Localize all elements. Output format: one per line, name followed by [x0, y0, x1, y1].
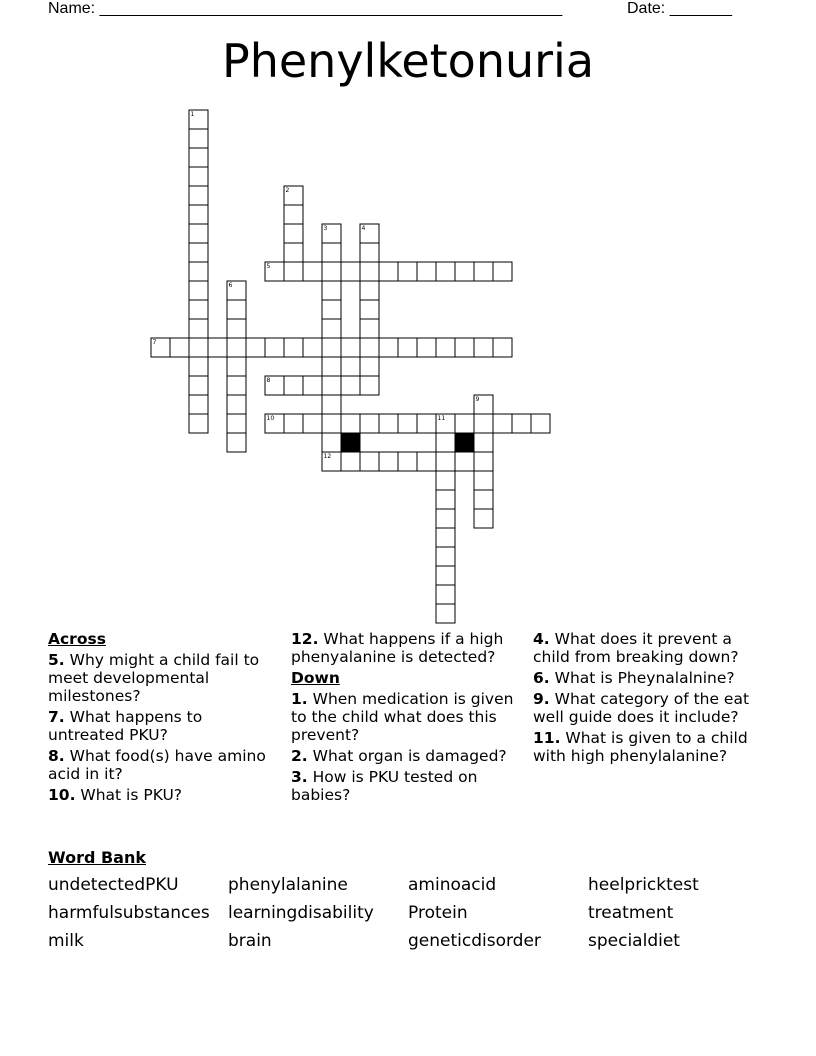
crossword-cell[interactable] [189, 224, 208, 243]
crossword-cell[interactable] [189, 148, 208, 167]
crossword-cell[interactable] [360, 300, 379, 319]
crossword-cell[interactable] [227, 319, 246, 338]
clues-column-2 [291, 630, 523, 807]
crossword-cell[interactable] [284, 338, 303, 357]
clue-down-3: 3. How is PKU tested on babies? [291, 768, 478, 804]
crossword-cell[interactable] [436, 471, 455, 490]
crossword-number: 1 [190, 111, 195, 118]
crossword-cell[interactable] [265, 338, 284, 357]
name-field[interactable]: Name: ____________________________________________________ [48, 0, 563, 17]
crossword-cell[interactable] [360, 338, 379, 357]
crossword-cell[interactable] [208, 338, 227, 357]
crossword-cell[interactable] [322, 281, 341, 300]
crossword-cell[interactable] [189, 338, 208, 357]
crossword-number: 8 [266, 377, 271, 384]
crossword-number: 9 [475, 396, 480, 403]
crossword-cell[interactable] [227, 414, 246, 433]
crossword-cell[interactable] [379, 262, 398, 281]
crossword-cell[interactable] [360, 376, 379, 395]
crossword-cell[interactable] [227, 300, 246, 319]
crossword-cell[interactable] [417, 414, 436, 433]
crossword-cell[interactable] [246, 338, 265, 357]
clue-across-10: 10. What is PKU? [48, 786, 183, 804]
crossword-cell[interactable] [474, 414, 493, 433]
crossword-cell[interactable] [455, 338, 474, 357]
clue-down-9: 9. What category of the eat well guide does it include? [533, 690, 750, 726]
page-title: Phenylketonuria [221, 34, 595, 88]
crossword-cell[interactable] [436, 452, 455, 471]
crossword-number: 3 [323, 225, 328, 232]
word-bank-title: Word Bank [48, 848, 147, 867]
crossword-cell[interactable] [493, 338, 512, 357]
crossword-block [341, 433, 360, 452]
crossword-cell[interactable] [303, 414, 322, 433]
date-field[interactable]: Date: _______ [627, 0, 732, 17]
crossword-cell[interactable] [417, 262, 436, 281]
crossword-cell[interactable] [474, 338, 493, 357]
crossword-cell[interactable] [189, 262, 208, 281]
crossword-cell[interactable] [189, 357, 208, 376]
crossword-cell[interactable] [303, 262, 322, 281]
crossword-cell[interactable] [322, 433, 341, 452]
crossword-cell[interactable] [303, 338, 322, 357]
crossword-cell[interactable] [322, 262, 341, 281]
crossword-cell[interactable] [227, 376, 246, 395]
clue-down-6: 6. What is Pheynalalnine? [533, 669, 735, 687]
crossword-cell[interactable] [227, 395, 246, 414]
down-heading: Down [291, 669, 340, 687]
word-bank-item: treatment [588, 903, 674, 923]
crossword-cell[interactable] [455, 262, 474, 281]
crossword-cell[interactable] [474, 433, 493, 452]
crossword-cell[interactable] [227, 357, 246, 376]
word-bank-item: milk [48, 931, 84, 951]
crossword-number: 11 [437, 415, 446, 422]
crossword-cell[interactable] [284, 414, 303, 433]
crossword-cell[interactable] [436, 509, 455, 528]
clue-across-5: 5. Why might a child fail to meet developmental milestones? [48, 651, 260, 705]
crossword-cell[interactable] [322, 395, 341, 414]
crossword-cell[interactable] [398, 452, 417, 471]
crossword-cell[interactable] [341, 338, 360, 357]
crossword-cell[interactable] [227, 433, 246, 452]
crossword-cell[interactable] [436, 433, 455, 452]
crossword-cell[interactable] [379, 452, 398, 471]
crossword-cell[interactable] [303, 376, 322, 395]
word-bank-item: heelpricktest [588, 875, 699, 895]
word-bank-item: phenylalanine [228, 875, 348, 895]
crossword-cell[interactable] [322, 414, 341, 433]
word-bank-item: brain [228, 931, 272, 951]
crossword-cell[interactable] [360, 319, 379, 338]
crossword-cell[interactable] [360, 414, 379, 433]
crossword-cell[interactable] [436, 547, 455, 566]
crossword-cell[interactable] [436, 566, 455, 585]
crossword-number: 7 [152, 339, 157, 346]
crossword-cell[interactable] [341, 262, 360, 281]
crossword-cell[interactable] [455, 452, 474, 471]
crossword-cell[interactable] [322, 357, 341, 376]
crossword-cell[interactable] [493, 414, 512, 433]
crossword-cell[interactable] [360, 262, 379, 281]
crossword-cell[interactable] [189, 376, 208, 395]
word-bank-item: geneticdisorder [408, 931, 541, 951]
clue-down-11: 11. What is given to a child with high phenylalanine? [533, 729, 748, 765]
crossword-number: 12 [323, 453, 332, 460]
clue-across-12: 12. What happens if a high phenyalanine is detected? [291, 630, 504, 666]
word-bank-item: harmfulsubstances [48, 903, 210, 923]
crossword-cell[interactable] [360, 243, 379, 262]
crossword-cell[interactable] [341, 452, 360, 471]
crossword-cell[interactable] [189, 395, 208, 414]
crossword-cell[interactable] [322, 338, 341, 357]
crossword-cell[interactable] [189, 243, 208, 262]
clue-down-1: 1. When medication is given to the child what does this prevent? [291, 690, 514, 744]
clues-column-1 [48, 630, 273, 807]
crossword-cell[interactable] [398, 414, 417, 433]
clues-column-3 [533, 630, 758, 768]
crossword-cell[interactable] [360, 452, 379, 471]
crossword-cell[interactable] [455, 414, 474, 433]
crossword-cell[interactable] [284, 376, 303, 395]
crossword-cell[interactable] [341, 414, 360, 433]
crossword-cell[interactable] [493, 262, 512, 281]
crossword-cell[interactable] [170, 338, 189, 357]
crossword-cell[interactable] [379, 338, 398, 357]
crossword-cell[interactable] [398, 262, 417, 281]
crossword-cell[interactable] [189, 129, 208, 148]
crossword-cell[interactable] [417, 338, 436, 357]
crossword-cell[interactable] [227, 338, 246, 357]
crossword-cell[interactable] [284, 262, 303, 281]
crossword-cell[interactable] [189, 186, 208, 205]
word-bank-item: undetectedPKU [48, 875, 179, 895]
word-bank-item: specialdiet [588, 931, 680, 951]
crossword-cell[interactable] [341, 376, 360, 395]
crossword-cell[interactable] [360, 357, 379, 376]
crossword-cell[interactable] [189, 300, 208, 319]
crossword-cell[interactable] [436, 262, 455, 281]
clue-down-2: 2. What organ is damaged? [291, 747, 507, 765]
crossword-cell[interactable] [284, 205, 303, 224]
crossword-cell[interactable] [531, 414, 550, 433]
crossword-cell[interactable] [189, 281, 208, 300]
crossword-cell[interactable] [360, 281, 379, 300]
crossword-cell[interactable] [189, 167, 208, 186]
crossword-cell[interactable] [322, 319, 341, 338]
word-bank-item: Protein [408, 903, 468, 923]
crossword-number: 2 [285, 187, 290, 194]
crossword-cell[interactable] [436, 528, 455, 547]
across-heading: Across [48, 630, 106, 648]
crossword-cell[interactable] [379, 414, 398, 433]
crossword-number: 5 [266, 263, 271, 270]
crossword-cell[interactable] [322, 300, 341, 319]
word-bank-item: learningdisability [228, 903, 374, 923]
crossword-block [455, 433, 474, 452]
crossword-cell[interactable] [436, 585, 455, 604]
crossword-cell[interactable] [322, 376, 341, 395]
crossword-number: 10 [266, 415, 275, 422]
crossword-cell[interactable] [436, 604, 455, 623]
crossword-cell[interactable] [474, 262, 493, 281]
word-bank-item: aminoacid [408, 875, 497, 895]
crossword-number: 6 [228, 282, 233, 289]
crossword-cell[interactable] [436, 338, 455, 357]
crossword-cell[interactable] [512, 414, 531, 433]
crossword-cell[interactable] [474, 490, 493, 509]
crossword-cell[interactable] [474, 509, 493, 528]
crossword-cell[interactable] [189, 414, 208, 433]
crossword-cell[interactable] [189, 319, 208, 338]
clue-across-8: 8. What food(s) have amino acid in it? [48, 747, 266, 783]
crossword-cell[interactable] [474, 452, 493, 471]
crossword-cell[interactable] [436, 490, 455, 509]
crossword-number: 4 [361, 225, 366, 232]
crossword-cell[interactable] [417, 452, 436, 471]
clue-down-4: 4. What does it prevent a child from breaking down? [533, 630, 739, 666]
crossword-cell[interactable] [284, 243, 303, 262]
crossword-cell[interactable] [284, 224, 303, 243]
crossword-cell[interactable] [189, 205, 208, 224]
crossword-cell[interactable] [398, 338, 417, 357]
crossword-cell[interactable] [474, 471, 493, 490]
clue-across-7: 7. What happens to untreated PKU? [48, 708, 203, 744]
crossword-cell[interactable] [322, 243, 341, 262]
